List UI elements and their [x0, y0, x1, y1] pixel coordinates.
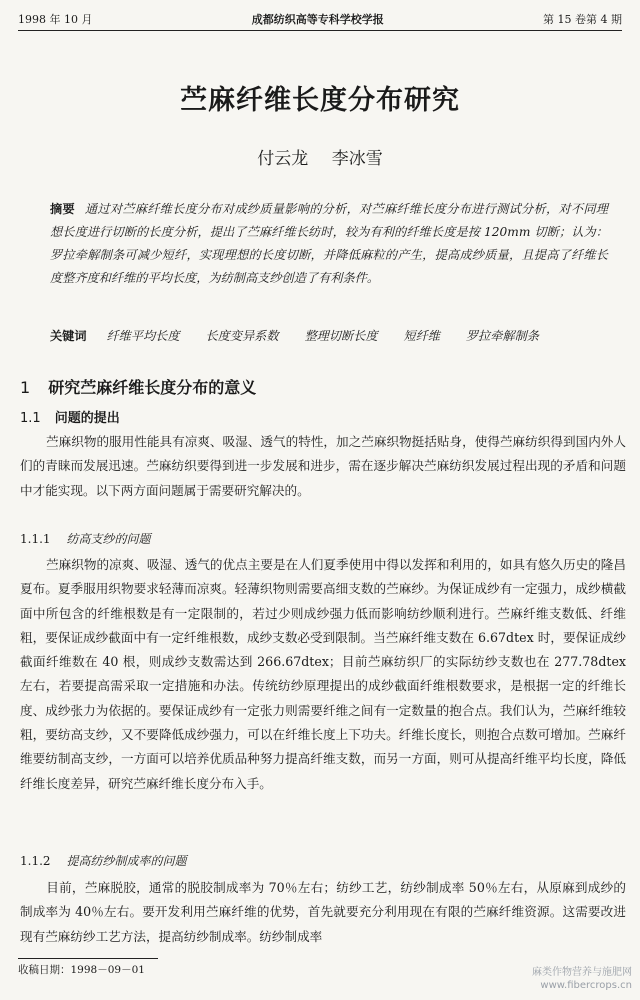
subsubsection-title: 提高纺纱制成率的问题: [66, 854, 187, 868]
abstract-label: 摘要: [50, 202, 75, 216]
running-header: [18, 8, 622, 31]
paragraph-text: 目前，苎麻脱胶，通常的脱胶制成率为 70％左右；纺纱工艺，纺纱制成率 50％左右，从原麻到成纱的制成率为 40％左右。要开发利用苎麻纤维的优势，首先就要充分利用现在有限的苎麻纤维资源。这需要改进现有苎麻纺纱工艺方法，提高纺纱制成率。纺纱制成率: [20, 880, 626, 944]
body-paragraph: [20, 553, 626, 796]
subsubsection-title: 纺高支纱的问题: [66, 532, 151, 546]
keyword: 罗拉牵解制条: [465, 329, 539, 343]
subsection-number: 1.1: [20, 411, 41, 426]
subsubsection-number: 1.1.2: [20, 854, 51, 868]
footnote-rule: [18, 958, 158, 959]
header-date: 1998 年 10 月: [18, 13, 93, 26]
header-volume: 第 15 卷第 4 期: [543, 13, 622, 26]
subsection-title: 问题的提出: [54, 411, 120, 426]
paragraph-text: 苎麻织物的服用性能具有凉爽、吸湿、透气的特性，加之苎麻织物挺括贴身，使得苎麻纺织得到国内外人们的青睐而发展迅速。苎麻纺织要得到进一步发展和进步，需在逐步解决苎麻纺织发展过程出现的矛盾和问题中才能实现。以下两方面问题属于需要研究解决的。: [20, 434, 626, 498]
section-title: 研究苎麻纤维长度分布的意义: [48, 378, 257, 397]
keywords-label: 关键词: [50, 329, 87, 343]
keyword: 短纤维: [403, 329, 440, 343]
abstract-text: 通过对苎麻纤维长度分布对成纱质量影响的分析，对苎麻纤维长度分布进行测试分析，对不同理想长度进行切断的长度分析，提出了苎麻纤维长纺时，较为有利的纤维长度是按 120mm 切断；认为：罗拉牵解制条可减少短纤，实现理想的长度切断，并降低麻粒的产生，提高成纱质量，且提高了纤维长度整齐度和纤维的平均长度，为纺制高支纱创造了有利条件。: [50, 202, 608, 285]
received-date: 收稿日期：1998－09－01: [18, 964, 145, 976]
paper-title: 苎麻纤维长度分布研究: [180, 85, 460, 116]
paragraph-text: 苎麻织物的凉爽、吸湿、透气的优点主要是在人们夏季使用中得以发挥和利用的，如具有悠久历史的隆昌夏布。夏季服用织物要求轻薄而凉爽。轻薄织物则需要高细支数的苎麻纱。为保证成纱有一定强力，成纱横截面中所包含的纤维根数是有一定限制的，若过少则成纱强力低而影响纺纱顺利进行。苎麻纤维支数低、纤维粗，要保证成纱截面中有一定纤维根数，成纱支数必受到限制。当苎麻纤维支数在 6.67dtex 时，要保证成纱截面纤维数在 40 根，则成纱支数需达到 266.67dtex；目前苎麻纺织厂的实际纺纱支数也在 277.78dtex 左右，若要提高需采取一定措施和办法。传统纺纱原理提出的成纱截面纤维根数要求，是根据一定的纤维长度、成纱张力为依据的。要保证成纱有一定张力则需要纤维之间有一定数量的抱合点。我们认为，苎麻纤维较粗，要纺高支纱，又不要降低成纱强力，可以在纤维长度上下功夫。纤维长度长，则抱合点数可增加。苎麻纤维要纺制高支纱，一方面可以培养优质品种努力提高纤维支数，而另一方面，则可从提高纤维平均长度，降低纤维长度差异，研究苎麻纤维长度分布入手。: [20, 557, 626, 791]
keyword: 纤维平均长度: [106, 329, 180, 343]
section-number: 1: [20, 378, 31, 397]
keyword: 整理切断长度: [304, 329, 378, 343]
subsubsection-heading: [20, 852, 187, 869]
keywords: [50, 325, 608, 347]
subsubsection-heading: [20, 530, 151, 547]
paper-authors: 付云龙 李冰雪: [257, 149, 383, 169]
watermark: [532, 966, 632, 992]
abstract: [50, 198, 608, 290]
section-heading: [20, 375, 256, 398]
watermark-line: www.fibercrops.cn: [540, 980, 632, 991]
body-paragraph: [20, 876, 626, 949]
header-journal-name: 成都纺织高等专科学校学报: [251, 13, 384, 26]
body-paragraph: [20, 430, 626, 503]
keyword: 长度变异系数: [205, 329, 279, 343]
watermark-line: 麻类作物营养与施肥网: [532, 967, 632, 978]
subsubsection-number: 1.1.1: [20, 532, 51, 546]
subsection-heading: [20, 407, 120, 426]
